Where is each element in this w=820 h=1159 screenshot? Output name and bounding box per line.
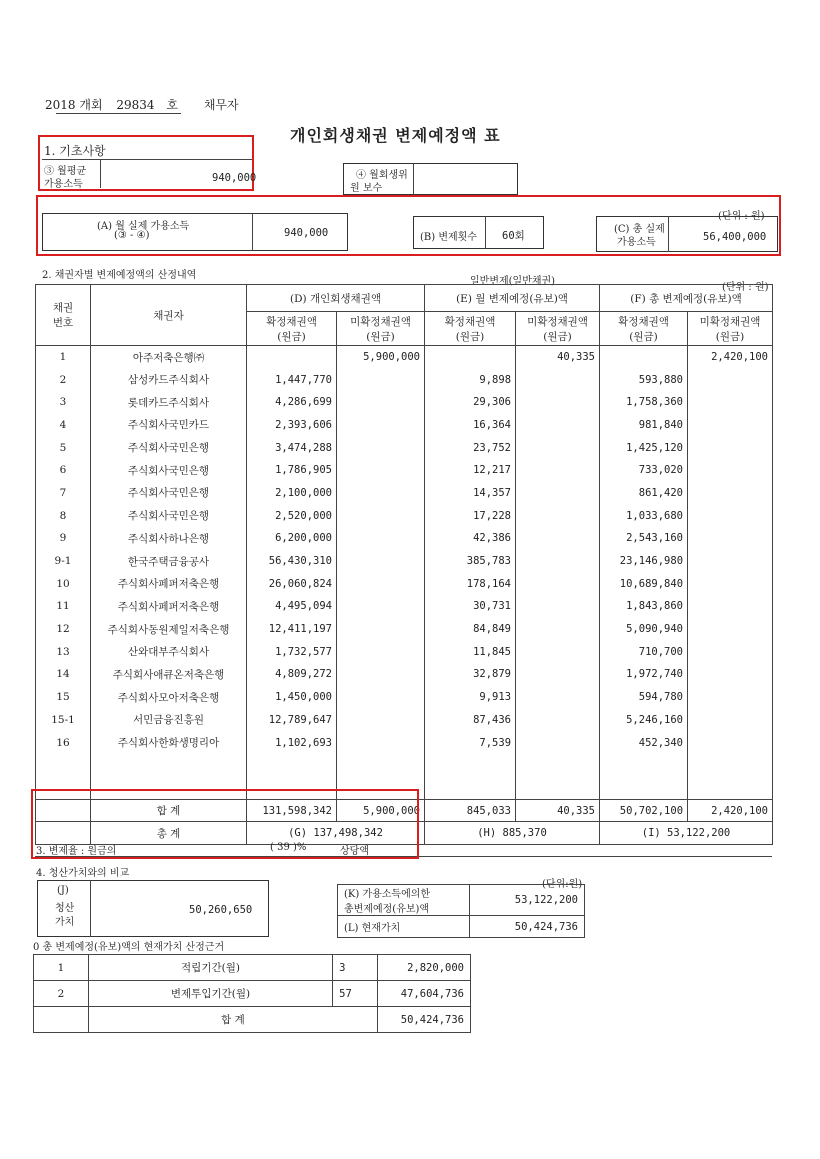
- divider: [413, 163, 414, 195]
- f-unconfirmed: [688, 618, 773, 641]
- creditor-name: 주식회사국민카드: [91, 414, 247, 437]
- f-confirmed: [600, 346, 688, 369]
- creditor-name: 산와대부주식회사: [91, 640, 247, 663]
- sub-unit-label: (원금): [366, 330, 395, 343]
- f-unconfirmed: [688, 368, 773, 391]
- f-confirmed: 1,843,860: [600, 595, 688, 618]
- d-confirmed: 4,286,699: [247, 391, 337, 414]
- table-row: [36, 436, 773, 459]
- case-year: 2018 개회: [45, 98, 103, 112]
- e-confirmed: [425, 346, 516, 369]
- creditor-name: 주식회사국민은행: [91, 482, 247, 505]
- empty-cell: [600, 777, 688, 800]
- unit-label: (단위 : 원): [718, 211, 765, 222]
- basis-months: 3: [333, 955, 378, 981]
- creditor-no: 12: [36, 618, 91, 641]
- d-unconfirmed: [337, 436, 425, 459]
- sum-d-unconfirmed: 5,900,000: [337, 799, 425, 822]
- page-title: 개인회생채권 변제예정액 표: [290, 126, 501, 145]
- sub-header-confirmed: [247, 312, 337, 346]
- d-unconfirmed: [337, 595, 425, 618]
- f-confirmed: 5,246,160: [600, 709, 688, 732]
- basis-table: [33, 954, 471, 1033]
- e-confirmed: 84,849: [425, 618, 516, 641]
- col-d-header: (D) 개인회생채권액: [247, 285, 425, 312]
- d-unconfirmed: [337, 527, 425, 550]
- creditor-name: 아주저축은행㈜: [91, 346, 247, 369]
- f-unconfirmed: [688, 482, 773, 505]
- empty-cell: [688, 777, 773, 800]
- sub-unit-label: (원금): [629, 330, 658, 343]
- e-unconfirmed: [516, 640, 600, 663]
- table-row: [36, 391, 773, 414]
- sum-f-unconfirmed: 2,420,100: [688, 799, 773, 822]
- creditor-name: 주식회사국민은행: [91, 436, 247, 459]
- sub-unit-label: (원금): [543, 330, 572, 343]
- d-confirmed: 1,732,577: [247, 640, 337, 663]
- basis-label: 변제투입기간(월): [88, 981, 332, 1007]
- table-row: [36, 709, 773, 732]
- table-row: [36, 504, 773, 527]
- j-label-3: 가치: [55, 917, 75, 928]
- empty-cell: [247, 754, 337, 777]
- basis-title: 0 총 변제예정(유보)액의 현재가치 산정근거: [33, 942, 225, 953]
- d-unconfirmed: [337, 686, 425, 709]
- e-unconfirmed: [516, 504, 600, 527]
- sub-header-confirmed: [425, 312, 516, 346]
- e-confirmed: 87,436: [425, 709, 516, 732]
- table-row: [36, 686, 773, 709]
- d-confirmed: 1,102,693: [247, 731, 337, 754]
- d-confirmed: 12,789,647: [247, 709, 337, 732]
- d-confirmed: 4,809,272: [247, 663, 337, 686]
- d-unconfirmed: [337, 414, 425, 437]
- f-confirmed: 710,700: [600, 640, 688, 663]
- creditor-name: 주식회사페퍼저축은행: [91, 572, 247, 595]
- empty-cell: [425, 777, 516, 800]
- col-e-header: (E) 월 변제예정(유보)액: [425, 285, 600, 312]
- table-row: [36, 595, 773, 618]
- sub-unit-label: (원금): [277, 330, 306, 343]
- d-unconfirmed: [337, 640, 425, 663]
- d-unconfirmed: [337, 368, 425, 391]
- creditor-name: 주식회사하나은행: [91, 527, 247, 550]
- f-confirmed: 452,340: [600, 731, 688, 754]
- c-label-1: (C) 총 실제: [614, 224, 665, 235]
- monthly-income-value: 940,000: [212, 172, 257, 184]
- d-unconfirmed: [337, 709, 425, 732]
- total-f: (I) 53,122,200: [600, 822, 773, 845]
- table-row: [36, 550, 773, 573]
- basis-label: 적립기간(월): [88, 955, 332, 981]
- creditor-name: 주식회사모아저축은행: [91, 686, 247, 709]
- repay-suffix: 상당액: [340, 846, 369, 857]
- j-label-1: (J): [57, 885, 69, 896]
- e-unconfirmed: [516, 731, 600, 754]
- e-confirmed: 32,879: [425, 663, 516, 686]
- f-unconfirmed: 2,420,100: [688, 346, 773, 369]
- table-row: [36, 414, 773, 437]
- empty-cell: [91, 754, 247, 777]
- creditors-section-title: 2. 채권자별 변제예정액의 산정내역: [42, 270, 197, 281]
- f-confirmed: 594,780: [600, 686, 688, 709]
- a-label-2: (③ - ④): [114, 230, 150, 241]
- empty-cell: [36, 754, 91, 777]
- sub-confirmed-label: 확정채권액: [618, 315, 669, 328]
- creditor-name: 주식회사페퍼저축은행: [91, 595, 247, 618]
- k-label-1: (K) 가용소득에의한: [344, 889, 431, 900]
- table-row: [36, 368, 773, 391]
- creditors-subtitle: 일반변제(일반채권): [470, 276, 556, 287]
- f-confirmed: 861,420: [600, 482, 688, 505]
- creditor-no: 15: [36, 686, 91, 709]
- divider: [100, 160, 101, 188]
- e-unconfirmed: [516, 527, 600, 550]
- f-confirmed: 1,033,680: [600, 504, 688, 527]
- d-confirmed: 26,060,824: [247, 572, 337, 595]
- creditor-no: 1: [36, 346, 91, 369]
- e-confirmed: 9,898: [425, 368, 516, 391]
- e-unconfirmed: 40,335: [516, 346, 600, 369]
- creditor-no: 13: [36, 640, 91, 663]
- f-confirmed: 5,090,940: [600, 618, 688, 641]
- table-row: [36, 640, 773, 663]
- a-label-1: (A) 월 실제 가용소득: [97, 221, 190, 232]
- creditor-name: 서민금융진흥원: [91, 709, 247, 732]
- f-unconfirmed: [688, 414, 773, 437]
- d-confirmed: 2,393,606: [247, 414, 337, 437]
- e-confirmed: 23,752: [425, 436, 516, 459]
- basis-value: 2,820,000: [378, 955, 471, 981]
- d-unconfirmed: [337, 504, 425, 527]
- c-value: 56,400,000: [703, 231, 767, 243]
- creditor-name: 주식회사국민은행: [91, 459, 247, 482]
- creditor-no: 6: [36, 459, 91, 482]
- creditor-no: 5: [36, 436, 91, 459]
- e-confirmed: 7,539: [425, 731, 516, 754]
- f-unconfirmed: [688, 550, 773, 573]
- basic-section-title: 1. 기초사항: [44, 144, 106, 158]
- basis-sum-empty: [34, 1007, 89, 1033]
- total-label: 총 계: [91, 822, 247, 845]
- creditor-no: 10: [36, 572, 91, 595]
- divider: [42, 159, 252, 160]
- creditor-table: [35, 284, 773, 845]
- creditor-no: 9: [36, 527, 91, 550]
- sub-header-unconfirmed: [688, 312, 773, 346]
- basis-months: 57: [333, 981, 378, 1007]
- d-unconfirmed: [337, 550, 425, 573]
- e-unconfirmed: [516, 391, 600, 414]
- trustee-label-1: ④ 월회생위: [356, 170, 408, 181]
- e-unconfirmed: [516, 414, 600, 437]
- creditor-name: 주식회사동원제일저축은행: [91, 618, 247, 641]
- creditor-name: 한국주택금융공사: [91, 550, 247, 573]
- f-confirmed: 23,146,980: [600, 550, 688, 573]
- e-unconfirmed: [516, 618, 600, 641]
- empty-cell: [516, 754, 600, 777]
- basis-row: [34, 981, 471, 1007]
- empty-cell: [516, 777, 600, 800]
- f-confirmed: 981,840: [600, 414, 688, 437]
- total-d: (G) 137,498,342: [247, 822, 425, 845]
- sub-header-confirmed: [600, 312, 688, 346]
- sub-unconfirmed-label: 미확정채권액: [527, 315, 588, 328]
- creditor-name: 주식회사한화생명리아: [91, 731, 247, 754]
- e-unconfirmed: [516, 436, 600, 459]
- empty-cell: [600, 754, 688, 777]
- creditor-no: 11: [36, 595, 91, 618]
- d-confirmed: 3,474,288: [247, 436, 337, 459]
- e-confirmed: 42,386: [425, 527, 516, 550]
- sum-f-confirmed: 50,702,100: [600, 799, 688, 822]
- f-unconfirmed: [688, 640, 773, 663]
- empty-cell: [337, 754, 425, 777]
- f-confirmed: 1,972,740: [600, 663, 688, 686]
- sum-e-confirmed: 845,033: [425, 799, 516, 822]
- sub-unit-label: (원금): [715, 330, 745, 343]
- f-unconfirmed: [688, 709, 773, 732]
- e-confirmed: 30,731: [425, 595, 516, 618]
- d-confirmed: 2,520,000: [247, 504, 337, 527]
- e-unconfirmed: [516, 550, 600, 573]
- creditor-no: 3: [36, 391, 91, 414]
- totals-highlight: [31, 789, 419, 859]
- basis-value: 47,604,736: [378, 981, 471, 1007]
- basis-no: 2: [34, 981, 89, 1007]
- f-unconfirmed: [688, 595, 773, 618]
- header-underline: [56, 113, 181, 114]
- sum-d-confirmed: 131,598,342: [247, 799, 337, 822]
- present-value-table: [337, 884, 585, 938]
- k-label-cell: [338, 885, 470, 916]
- d-unconfirmed: [337, 618, 425, 641]
- creditor-no: 4: [36, 414, 91, 437]
- creditor-name: 주식회사국민은행: [91, 504, 247, 527]
- sub-confirmed-label: 확정채권액: [444, 315, 496, 328]
- case-suffix: 호: [166, 98, 178, 112]
- table-row: [36, 663, 773, 686]
- f-unconfirmed: [688, 731, 773, 754]
- creditor-no: 15-1: [36, 709, 91, 732]
- d-confirmed: 12,411,197: [247, 618, 337, 641]
- f-unconfirmed: [688, 391, 773, 414]
- creditor-no: 16: [36, 731, 91, 754]
- f-confirmed: 2,543,160: [600, 527, 688, 550]
- f-unconfirmed: [688, 436, 773, 459]
- table-row: [36, 459, 773, 482]
- f-confirmed: 10,689,840: [600, 572, 688, 595]
- l-value: 50,424,736: [470, 916, 585, 938]
- e-confirmed: 29,306: [425, 391, 516, 414]
- d-unconfirmed: [337, 663, 425, 686]
- e-confirmed: 385,783: [425, 550, 516, 573]
- e-confirmed: 9,913: [425, 686, 516, 709]
- e-unconfirmed: [516, 482, 600, 505]
- debtor-role: 채무자: [203, 98, 239, 112]
- income-label-2: 가용소득: [44, 179, 83, 190]
- e-unconfirmed: [516, 459, 600, 482]
- case-header: [45, 96, 239, 113]
- f-confirmed: 1,758,360: [600, 391, 688, 414]
- basis-no: 1: [34, 955, 89, 981]
- total-e: (H) 885,370: [425, 822, 600, 845]
- table-row: [36, 731, 773, 754]
- d-unconfirmed: 5,900,000: [337, 346, 425, 369]
- f-unconfirmed: [688, 572, 773, 595]
- d-confirmed: 4,495,094: [247, 595, 337, 618]
- e-confirmed: 178,164: [425, 572, 516, 595]
- col-name-header: 채권자: [91, 285, 247, 346]
- sum-label: 합 계: [91, 799, 247, 822]
- creditor-name: 주식회사애큐온저축은행: [91, 663, 247, 686]
- e-confirmed: 17,228: [425, 504, 516, 527]
- creditor-no: 8: [36, 504, 91, 527]
- sub-unconfirmed-label: 미확정채권액: [350, 315, 411, 328]
- repay-value: ( 39 )%: [270, 842, 307, 853]
- sum-e-unconfirmed: 40,335: [516, 799, 600, 822]
- e-unconfirmed: [516, 663, 600, 686]
- k-value: 53,122,200: [470, 885, 585, 916]
- e-confirmed: 14,357: [425, 482, 516, 505]
- creditor-name: 삼성카드주식회사: [91, 368, 247, 391]
- creditor-no: 7: [36, 482, 91, 505]
- f-confirmed: 1,425,120: [600, 436, 688, 459]
- repay-label: 3. 변제율 : 원금의: [36, 846, 117, 857]
- table-row: [36, 346, 773, 369]
- j-label-2: 청산: [55, 903, 75, 914]
- basis-sum-value: 50,424,736: [378, 1007, 471, 1033]
- sub-header-unconfirmed: [337, 312, 425, 346]
- e-confirmed: 16,364: [425, 414, 516, 437]
- d-unconfirmed: [337, 391, 425, 414]
- b-label: (B) 변제횟수: [420, 232, 477, 243]
- e-unconfirmed: [516, 709, 600, 732]
- liquidation-unit: (단위:원): [542, 879, 583, 890]
- divider: [252, 213, 253, 251]
- sub-unconfirmed-label: 미확정채권액: [699, 315, 761, 328]
- e-confirmed: 12,217: [425, 459, 516, 482]
- d-confirmed: 2,100,000: [247, 482, 337, 505]
- f-unconfirmed: [688, 686, 773, 709]
- divider: [90, 880, 91, 937]
- sub-unit-label: (원금): [455, 330, 485, 343]
- d-confirmed: 56,430,310: [247, 550, 337, 573]
- basis-sum-label: 합 계: [88, 1007, 377, 1033]
- d-confirmed: 1,447,770: [247, 368, 337, 391]
- a-value: 940,000: [284, 227, 329, 239]
- f-unconfirmed: [688, 527, 773, 550]
- e-unconfirmed: [516, 368, 600, 391]
- d-unconfirmed: [337, 572, 425, 595]
- creditor-no: 14: [36, 663, 91, 686]
- divider: [485, 216, 486, 249]
- basis-row: [34, 955, 471, 981]
- f-unconfirmed: [688, 459, 773, 482]
- trustee-label-2: 원 보수: [350, 183, 383, 194]
- table-row: [36, 527, 773, 550]
- d-confirmed: 6,200,000: [247, 527, 337, 550]
- f-confirmed: 593,880: [600, 368, 688, 391]
- e-unconfirmed: [516, 686, 600, 709]
- creditor-no: 9-1: [36, 550, 91, 573]
- e-unconfirmed: [516, 572, 600, 595]
- f-unconfirmed: [688, 504, 773, 527]
- e-confirmed: 11,845: [425, 640, 516, 663]
- d-unconfirmed: [337, 482, 425, 505]
- f-confirmed: 733,020: [600, 459, 688, 482]
- d-confirmed: [247, 346, 337, 369]
- col-f-header: (F) 총 변제예정(유보)액: [600, 285, 773, 312]
- liquidation-title: 4. 청산가치와의 비교: [36, 868, 130, 879]
- b-value: 60회: [502, 230, 525, 242]
- creditor-no: 2: [36, 368, 91, 391]
- table-row: [36, 482, 773, 505]
- j-value: 50,260,650: [189, 904, 253, 916]
- col-no-header: 채권 번호: [36, 285, 91, 346]
- creditor-name: 롯데카드주식회사: [91, 391, 247, 414]
- c-label-2: 가용소득: [617, 237, 656, 248]
- income-label-1: ③ 월평균: [44, 166, 87, 177]
- d-unconfirmed: [337, 731, 425, 754]
- empty-row: [36, 754, 773, 777]
- k-label-2: 총변제예정(유보)액: [344, 904, 430, 915]
- sub-header-unconfirmed: [516, 312, 600, 346]
- d-confirmed: 1,450,000: [247, 686, 337, 709]
- empty-cell: [688, 754, 773, 777]
- sub-confirmed-label: 확정채권액: [266, 315, 317, 328]
- case-number: 29834: [116, 98, 155, 112]
- creditors-unit: (단위 : 원): [722, 282, 769, 293]
- divider: [668, 216, 669, 252]
- d-unconfirmed: [337, 459, 425, 482]
- table-row: [36, 618, 773, 641]
- empty-cell: [425, 754, 516, 777]
- d-confirmed: 1,786,905: [247, 459, 337, 482]
- table-row: [36, 572, 773, 595]
- l-label: (L) 현재가치: [338, 916, 470, 938]
- f-unconfirmed: [688, 663, 773, 686]
- e-unconfirmed: [516, 595, 600, 618]
